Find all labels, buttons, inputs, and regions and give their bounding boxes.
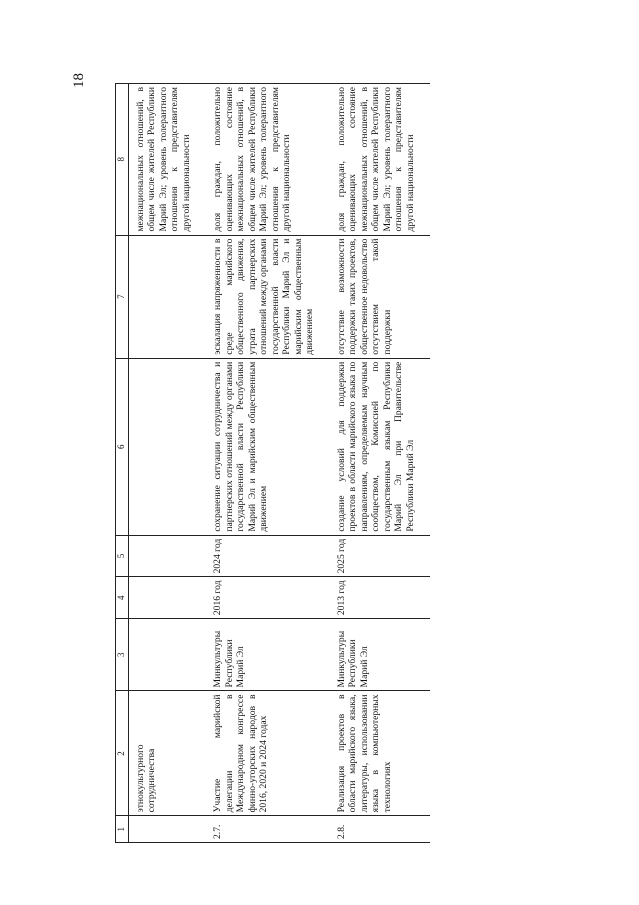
expected-result: сохранение ситуации сотрудничества и партнерских отношений между органами государственной власти Республики Марий Эл и марийским общественным движением	[206, 358, 330, 535]
indicator: межнациональных отношений, в общем числе жителей Республики Марий Эл; уровень толерантного отношения к представителям другой национальности	[128, 84, 206, 236]
table-row	[330, 84, 431, 843]
risk: эскалация напряженности в среде марийского общественного движения, утрата партнерских отношений между органами государственной власти Республики Марий Эл и марийским общественным движением	[206, 235, 330, 358]
expected-result	[128, 358, 206, 535]
risk: отсутствие возможности поддержки таких проектов, общественное недовольство отсутствием такой поддержки	[330, 235, 431, 358]
table-row	[128, 84, 206, 843]
measures-table	[115, 83, 430, 843]
start-year: 2013 год	[330, 577, 431, 619]
measure-name: этнокультурного сотрудничества	[128, 691, 206, 816]
col-header-8: 8	[116, 84, 129, 236]
row-number	[128, 816, 206, 843]
measure-name: Реализация проектов в области марийского языка, литературы, использовании языка в компьютерных технологиях	[330, 691, 431, 816]
table-row	[206, 84, 330, 843]
indicator: доля граждан, положительно оценивающих состояние межнациональных отношений, в общем числе жителей Республики Марий Эл; уровень толерантного отношения к представителям другой национальности	[330, 84, 431, 236]
rotated-table-sheet	[115, 83, 515, 843]
page-number: 18	[71, 73, 87, 88]
col-header-3: 3	[116, 619, 129, 691]
executor	[128, 619, 206, 691]
executor: Минкультуры Республики Марий Эл	[330, 619, 431, 691]
end-year: 2024 год	[206, 535, 330, 577]
row-number: 2.8.	[330, 816, 431, 843]
end-year	[128, 535, 206, 577]
col-header-5: 5	[116, 535, 129, 577]
expected-result: создание условий для поддержки проектов в области марийского языка по направлениям, определяемым научным сообществом, Комиссией по государственным языкам Республики Марий Эл при Правительстве Республики Марий Эл	[330, 358, 431, 535]
col-header-1: 1	[116, 816, 129, 843]
start-year: 2016 год	[206, 577, 330, 619]
indicator: доля граждан, положительно оценивающих состояние межнациональных отношений, в общем числе жителей Республики Марий Эл; уровень толерантного отношения к представителям другой национальности	[206, 84, 330, 236]
row-number: 2.7.	[206, 816, 330, 843]
start-year	[128, 577, 206, 619]
col-header-2: 2	[116, 691, 129, 816]
executor: Минкультуры Республики Марий Эл	[206, 619, 330, 691]
risk	[128, 235, 206, 358]
col-header-7: 7	[116, 235, 129, 358]
measure-name: Участие марийской делегации в Международном конгрессе финно-угорских народов в 2016, 2020 и 2024 годах	[206, 691, 330, 816]
column-number-row	[116, 84, 129, 843]
col-header-6: 6	[116, 358, 129, 535]
end-year: 2025 год	[330, 535, 431, 577]
col-header-4: 4	[116, 577, 129, 619]
